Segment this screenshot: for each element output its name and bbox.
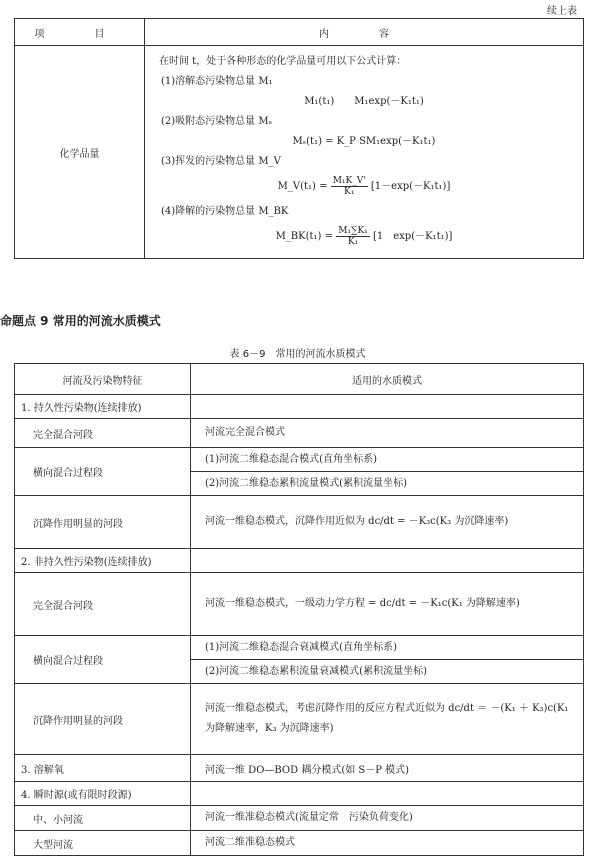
empty-cell <box>191 395 584 419</box>
formula: M_BK(t₁) = $\frac{\text{M₁∑K₁}}{\text{K₁}}$ [1 exp(－K₁t₁)] <box>275 226 453 247</box>
part-label: (3)挥发的污染物总量 M_V <box>161 156 281 167</box>
category-label: 2. 非持久性污染物(连续排放) <box>15 549 191 573</box>
category-label: 1. 持久性污染物(连续排放) <box>15 395 191 419</box>
category-row <box>15 782 584 806</box>
empty-cell <box>191 782 584 806</box>
model-cell: (1)河流二维稳态混合模式(直角坐标系) <box>191 448 584 472</box>
category-row <box>15 755 584 782</box>
table-row <box>15 448 584 472</box>
formula: M₁(t₁) M₁exp(－K₁t₁) <box>304 96 424 107</box>
table-header-row <box>15 19 584 46</box>
model-cell: (1)河流二维稳态混合衰减模式(直角坐标系) <box>191 636 584 660</box>
table-row <box>15 573 584 636</box>
feature-cell: 大型河流 <box>15 831 191 856</box>
part-label: (4)降解的污染物总量 M_BK <box>161 206 289 217</box>
empty-cell <box>191 549 584 573</box>
part-label: (2)吸附态污染物总量 Mₛ <box>161 116 272 127</box>
table-body <box>15 395 584 856</box>
item-label: 化学品量 <box>15 46 145 259</box>
feature-cell: 沉降作用明显的河段 <box>15 684 191 755</box>
model-cell: 河流二维准稳态模式 <box>191 831 584 856</box>
model-cell: (2)河流二维稳态累积流量衰减模式(累积流量坐标) <box>191 660 584 684</box>
table-header-row <box>15 364 584 395</box>
content-cell <box>145 46 584 259</box>
intro-text: 在时间 t，处于各种形态的化学品量可用以下公式计算： <box>159 56 407 67</box>
formula: Mₛ(t₁) = K_P SM₁exp(－K₁t₁) <box>292 136 436 147</box>
model-cell: 河流完全混合模式 <box>191 419 584 448</box>
river-model-table <box>14 363 584 856</box>
chemical-quantity-table <box>14 18 584 259</box>
category-label: 4. 瞬时源(或有限时段源) <box>15 782 191 806</box>
model-cell: 河流一维稳态模式，考虑沉降作用的反应方程式近似为 dc/dt ＝ －(K₁ ＋ K₃)c(K₁ 为降解速率，K₃ 为沉降速率) <box>191 684 584 755</box>
feature-cell: 横向混合过程段 <box>15 636 191 684</box>
category-row <box>15 549 584 573</box>
header-feature: 河流及污染物特征 <box>15 364 191 395</box>
formula: M_V(t₁) = $\frac{\text{M₁K\_V'}}{\text{K₁}}$ [1－exp(－K₁t₁)] <box>277 176 451 197</box>
feature-cell: 完全混合河段 <box>15 573 191 636</box>
feature-cell: 沉降作用明显的河段 <box>15 496 191 549</box>
continued-label: 续上表 <box>547 6 577 17</box>
table-row <box>15 806 584 831</box>
table-caption: 表 6－9 常用的河流水质模式 <box>229 349 366 360</box>
header-model: 适用的水质模式 <box>191 364 584 395</box>
table-row <box>15 831 584 856</box>
table-row <box>15 419 584 448</box>
model-cell: 河流一维稳态模式，沉降作用近似为 dc/dt = －K₃c(K₃ 为沉降速率) <box>191 496 584 549</box>
model-cell: 河流一维 DO—BOD 耦分模式(如 S－P 模式) <box>191 755 584 782</box>
table-row <box>15 46 584 259</box>
model-cell: 河流一维稳态模式，一级动力学方程 = dc/dt = －K₁c(K₁ 为降解速率) <box>191 573 584 636</box>
header-item: 项 目 <box>15 19 145 46</box>
table-row <box>15 684 584 755</box>
fraction: $\frac{\text{M₁K\_V'}}{\text{K₁}}$ <box>332 176 366 197</box>
table-row <box>15 636 584 660</box>
feature-cell: 完全混合河段 <box>15 419 191 448</box>
fraction: $\frac{\text{M₁∑K₁}}{\text{K₁}}$ <box>338 226 368 247</box>
feature-cell: 中、小河流 <box>15 806 191 831</box>
model-cell: 河流一维准稳态模式(流量定常 污染负荷变化) <box>191 806 584 831</box>
model-cell: (2)河流二维稳态累积流量模式(累积流量坐标) <box>191 472 584 496</box>
category-label: 3. 溶解氧 <box>15 755 191 782</box>
header-content: 内 容 <box>145 19 584 46</box>
feature-cell: 横向混合过程段 <box>15 448 191 496</box>
part-label: (1)溶解态污染物总量 M₁ <box>161 76 273 87</box>
table-row <box>15 496 584 549</box>
category-row <box>15 395 584 419</box>
section-heading: 命题点 9 常用的河流水质模式 <box>0 314 161 328</box>
